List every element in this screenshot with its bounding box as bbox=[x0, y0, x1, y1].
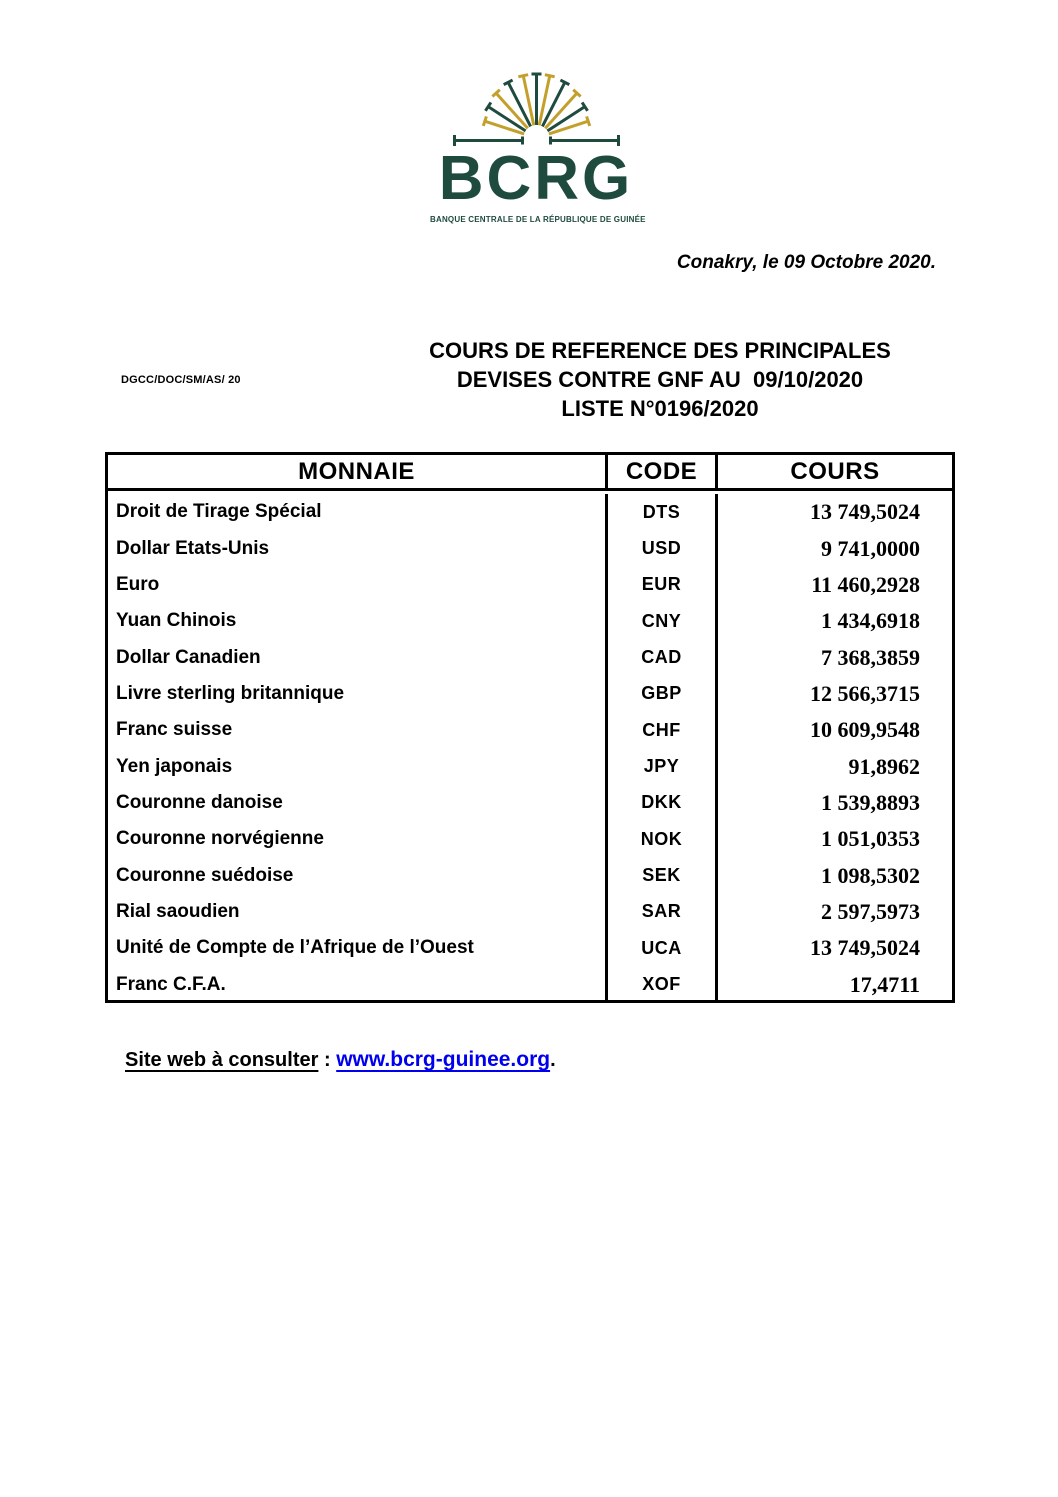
currency-rate-cell: 10 609,9548 bbox=[810, 717, 920, 743]
currency-code-cell: JPY bbox=[605, 748, 718, 784]
currency-rate-cell: 9 741,0000 bbox=[821, 535, 920, 561]
currency-name-cell: Droit de Tirage Spécial bbox=[116, 501, 322, 523]
currency-code-cell: SEK bbox=[605, 857, 718, 893]
currency-name-cell: Yen japonais bbox=[116, 755, 233, 777]
currency-rate-cell: 11 460,2928 bbox=[811, 571, 920, 597]
currency-name-cell: Couronne suédoise bbox=[116, 864, 294, 886]
currency-name-cell: Livre sterling britannique bbox=[116, 682, 345, 704]
currency-code-cell: SAR bbox=[605, 894, 718, 930]
currency-rate-cell: 1 539,8893 bbox=[821, 789, 920, 815]
title-line-1: COURS DE REFERENCE DES PRINCIPALES bbox=[429, 338, 891, 363]
currency-name-cell: Couronne danoise bbox=[116, 791, 283, 813]
document-title bbox=[360, 336, 960, 423]
currency-rate-cell: 13 749,5024 bbox=[810, 935, 920, 961]
currency-code-cell: NOK bbox=[605, 821, 718, 857]
currency-name-cell: Unité de Compte de l’Afrique de l’Ouest bbox=[116, 937, 474, 959]
bcrg-logo-text: BCRG bbox=[438, 144, 634, 213]
site-period: . bbox=[550, 1049, 556, 1071]
website-link[interactable]: www.bcrg-guinee.org bbox=[336, 1048, 551, 1071]
table-body bbox=[108, 491, 952, 1000]
currency-name-cell: Couronne norvégienne bbox=[116, 828, 324, 850]
column-header-cours: COURS bbox=[790, 457, 880, 485]
currency-rate-cell: 1 434,6918 bbox=[821, 608, 920, 634]
currency-name-cell: Euro bbox=[116, 573, 160, 595]
currency-name-cell: Dollar Canadien bbox=[116, 646, 261, 668]
currency-name-cell: Rial saoudien bbox=[116, 900, 240, 922]
title-line-2: DEVISES CONTRE GNF AU 09/10/2020 bbox=[456, 367, 864, 392]
currency-rate-cell: 17,4711 bbox=[849, 971, 920, 997]
currency-code-cell: GBP bbox=[605, 676, 718, 712]
column-header-code: CODE bbox=[605, 455, 718, 488]
currency-code-cell: XOF bbox=[605, 966, 718, 1002]
currency-code-cell: UCA bbox=[605, 930, 718, 966]
currency-rate-cell: 91,8962 bbox=[848, 753, 920, 779]
currency-rate-cell: 12 566,3715 bbox=[810, 680, 920, 706]
currency-rate-cell: 1 098,5302 bbox=[821, 862, 920, 888]
currency-code-cell: USD bbox=[605, 530, 718, 566]
date-line: Conakry, le 09 Octobre 2020. bbox=[676, 252, 936, 273]
currency-name-cell: Franc suisse bbox=[116, 719, 233, 741]
reference-code: DGCC/DOC/SM/AS/ 20 bbox=[121, 374, 241, 386]
site-label: Site web à consulter bbox=[125, 1049, 319, 1071]
currency-name-cell: Franc C.F.A. bbox=[116, 973, 226, 995]
exchange-rates-table bbox=[105, 452, 955, 1003]
currency-rate-cell: 2 597,5973 bbox=[821, 898, 920, 924]
currency-code-cell: CAD bbox=[605, 639, 718, 675]
currency-name-cell: Yuan Chinois bbox=[116, 610, 237, 632]
currency-code-cell: DKK bbox=[605, 785, 718, 821]
currency-rate-cell: 1 051,0353 bbox=[821, 826, 920, 852]
site-colon: : bbox=[323, 1049, 331, 1071]
currency-rate-cell: 7 368,3859 bbox=[821, 644, 920, 670]
currency-code-cell: CNY bbox=[605, 603, 718, 639]
currency-code-cell: DTS bbox=[605, 494, 718, 530]
bcrg-logo bbox=[430, 70, 646, 224]
currency-code-cell: CHF bbox=[605, 712, 718, 748]
currency-code-cell: EUR bbox=[605, 567, 718, 603]
table-header-row bbox=[108, 455, 952, 491]
column-header-monnaie: MONNAIE bbox=[298, 457, 415, 485]
website-footer bbox=[125, 1048, 556, 1072]
currency-rate-cell: 13 749,5024 bbox=[810, 499, 920, 525]
currency-name-cell: Dollar Etats-Unis bbox=[116, 537, 270, 559]
bcrg-logo-tagline: BANQUE CENTRALE DE LA RÉPUBLIQUE DE GUINÉE bbox=[430, 215, 646, 224]
bcrg-sunburst-icon bbox=[439, 70, 634, 146]
title-line-3: LISTE N°0196/2020 bbox=[561, 396, 759, 421]
